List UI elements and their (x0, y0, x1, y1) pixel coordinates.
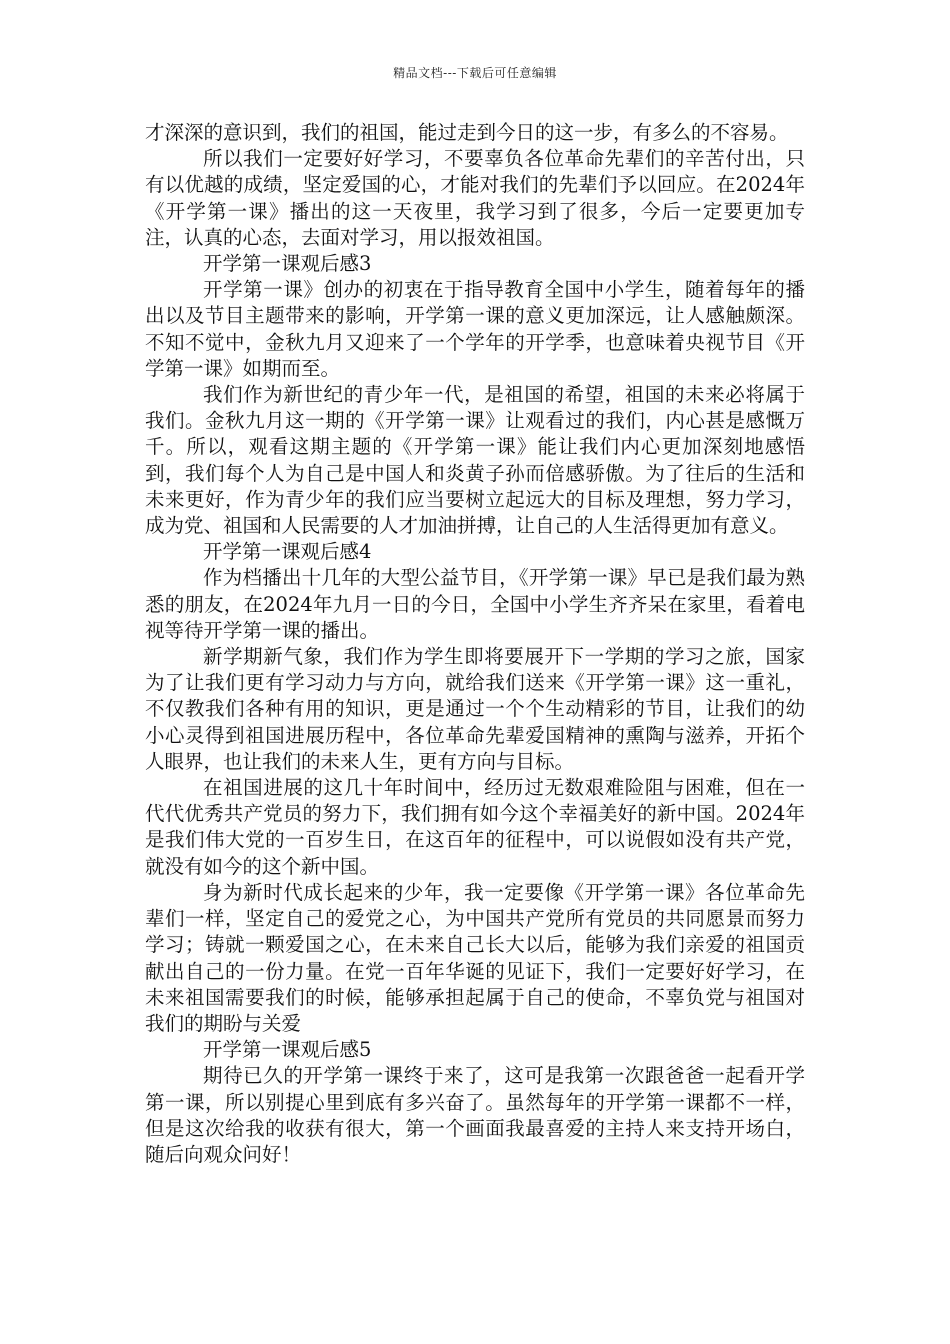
section-heading: 开学第一课观后感4 (203, 540, 372, 564)
paragraph: 所以我们一定要好好学习，不要辜负各位革命先辈们的辛苦付出，只有以优越的成绩，坚定爱国的心，才能对我们的先辈们予以回应。在2024年《开学第一课》播出的这一天夜里，我学习到了很多，今后一定要更加专注，认真的心态，去面对学习，用以报效祖国。 (145, 147, 805, 249)
paragraph: 新学期新气象，我们作为学生即将要展开下一学期的学习之旅，国家为了让我们更有学习动力与方向，就给我们送来《开学第一课》这一重礼，不仅教我们各种有用的知识，更是通过一个个生动精彩的节目，让我们的幼小心灵得到祖国进展历程中，各位革命先辈爱国精神的熏陶与滋养，开拓个人眼界，也让我们的未来人生，更有方向与目标。 (145, 645, 805, 773)
paragraph: 在祖国进展的这几十年时间中，经历过无数艰难险阻与困难，但在一代代优秀共产党员的努力下，我们拥有如今这个幸福美好的新中国。2024年是我们伟大党的一百岁生日，在这百年的征程中，可以说假如没有共产党，就没有如今的这个新中国。 (145, 776, 805, 878)
page-header: 精品文档---下载后可任意编辑 (393, 66, 557, 80)
document-body (145, 120, 805, 1168)
section-heading: 开学第一课观后感3 (203, 252, 372, 276)
paragraph: 身为新时代成长起来的少年，我一定要像《开学第一课》各位革命先辈们一样，坚定自己的爱党之心，为中国共产党所有党员的共同愿景而努力学习；铸就一颗爱国之心，在未来自己长大以后，能够为我们亲爱的祖国贡献出自己的一份力量。在党一百年华诞的见证下，我们一定要好好学习，在未来祖国需要我们的时候，能够承担起属于自己的使命，不辜负党与祖国对我们的期盼与关爱 (145, 880, 805, 1035)
paragraph: 期待已久的开学第一课终于来了，这可是我第一次跟爸爸一起看开学第一课，所以别提心里到底有多兴奋了。虽然每年的开学第一课都不一样，但是这次给我的收获有很大，第一个画面我最喜爱的主持人来支持开场白，随后向观众问好！ (145, 1064, 805, 1166)
paragraph: 我们作为新世纪的青少年一代，是祖国的希望，祖国的未来必将属于我们。金秋九月这一期的《开学第一课》让观看过的我们，内心甚是感慨万千。所以，观看这期主题的《开学第一课》能让我们内心更加深刻地感悟到，我们每个人为自己是中国人和炎黄子孙而倍感骄傲。为了往后的生活和未来更好，作为青少年的我们应当要树立起远大的目标及理想，努力学习，成为党、祖国和人民需要的人才加油拼搏，让自己的人生活得更加有意义。 (145, 383, 805, 538)
paragraph: 作为档播出十几年的大型公益节目，《开学第一课》早已是我们最为熟悉的朋友，在2024年九月一日的今日，全国中小学生齐齐呆在家里，看着电视等待开学第一课的播出。 (145, 566, 805, 642)
paragraph: 才深深的意识到，我们的祖国，能过走到今日的这一步，有多么的不容易。 (145, 121, 789, 144)
section-heading: 开学第一课观后感5 (203, 1038, 372, 1062)
paragraph: 开学第一课》创办的初衷在于指导教育全国中小学生，随着每年的播出以及节目主题带来的影响，开学第一课的意义更加深远，让人感触颇深。不知不觉中，金秋九月又迎来了一个学年的开学季，也意味着央视节目《开学第一课》如期而至。 (145, 278, 805, 380)
